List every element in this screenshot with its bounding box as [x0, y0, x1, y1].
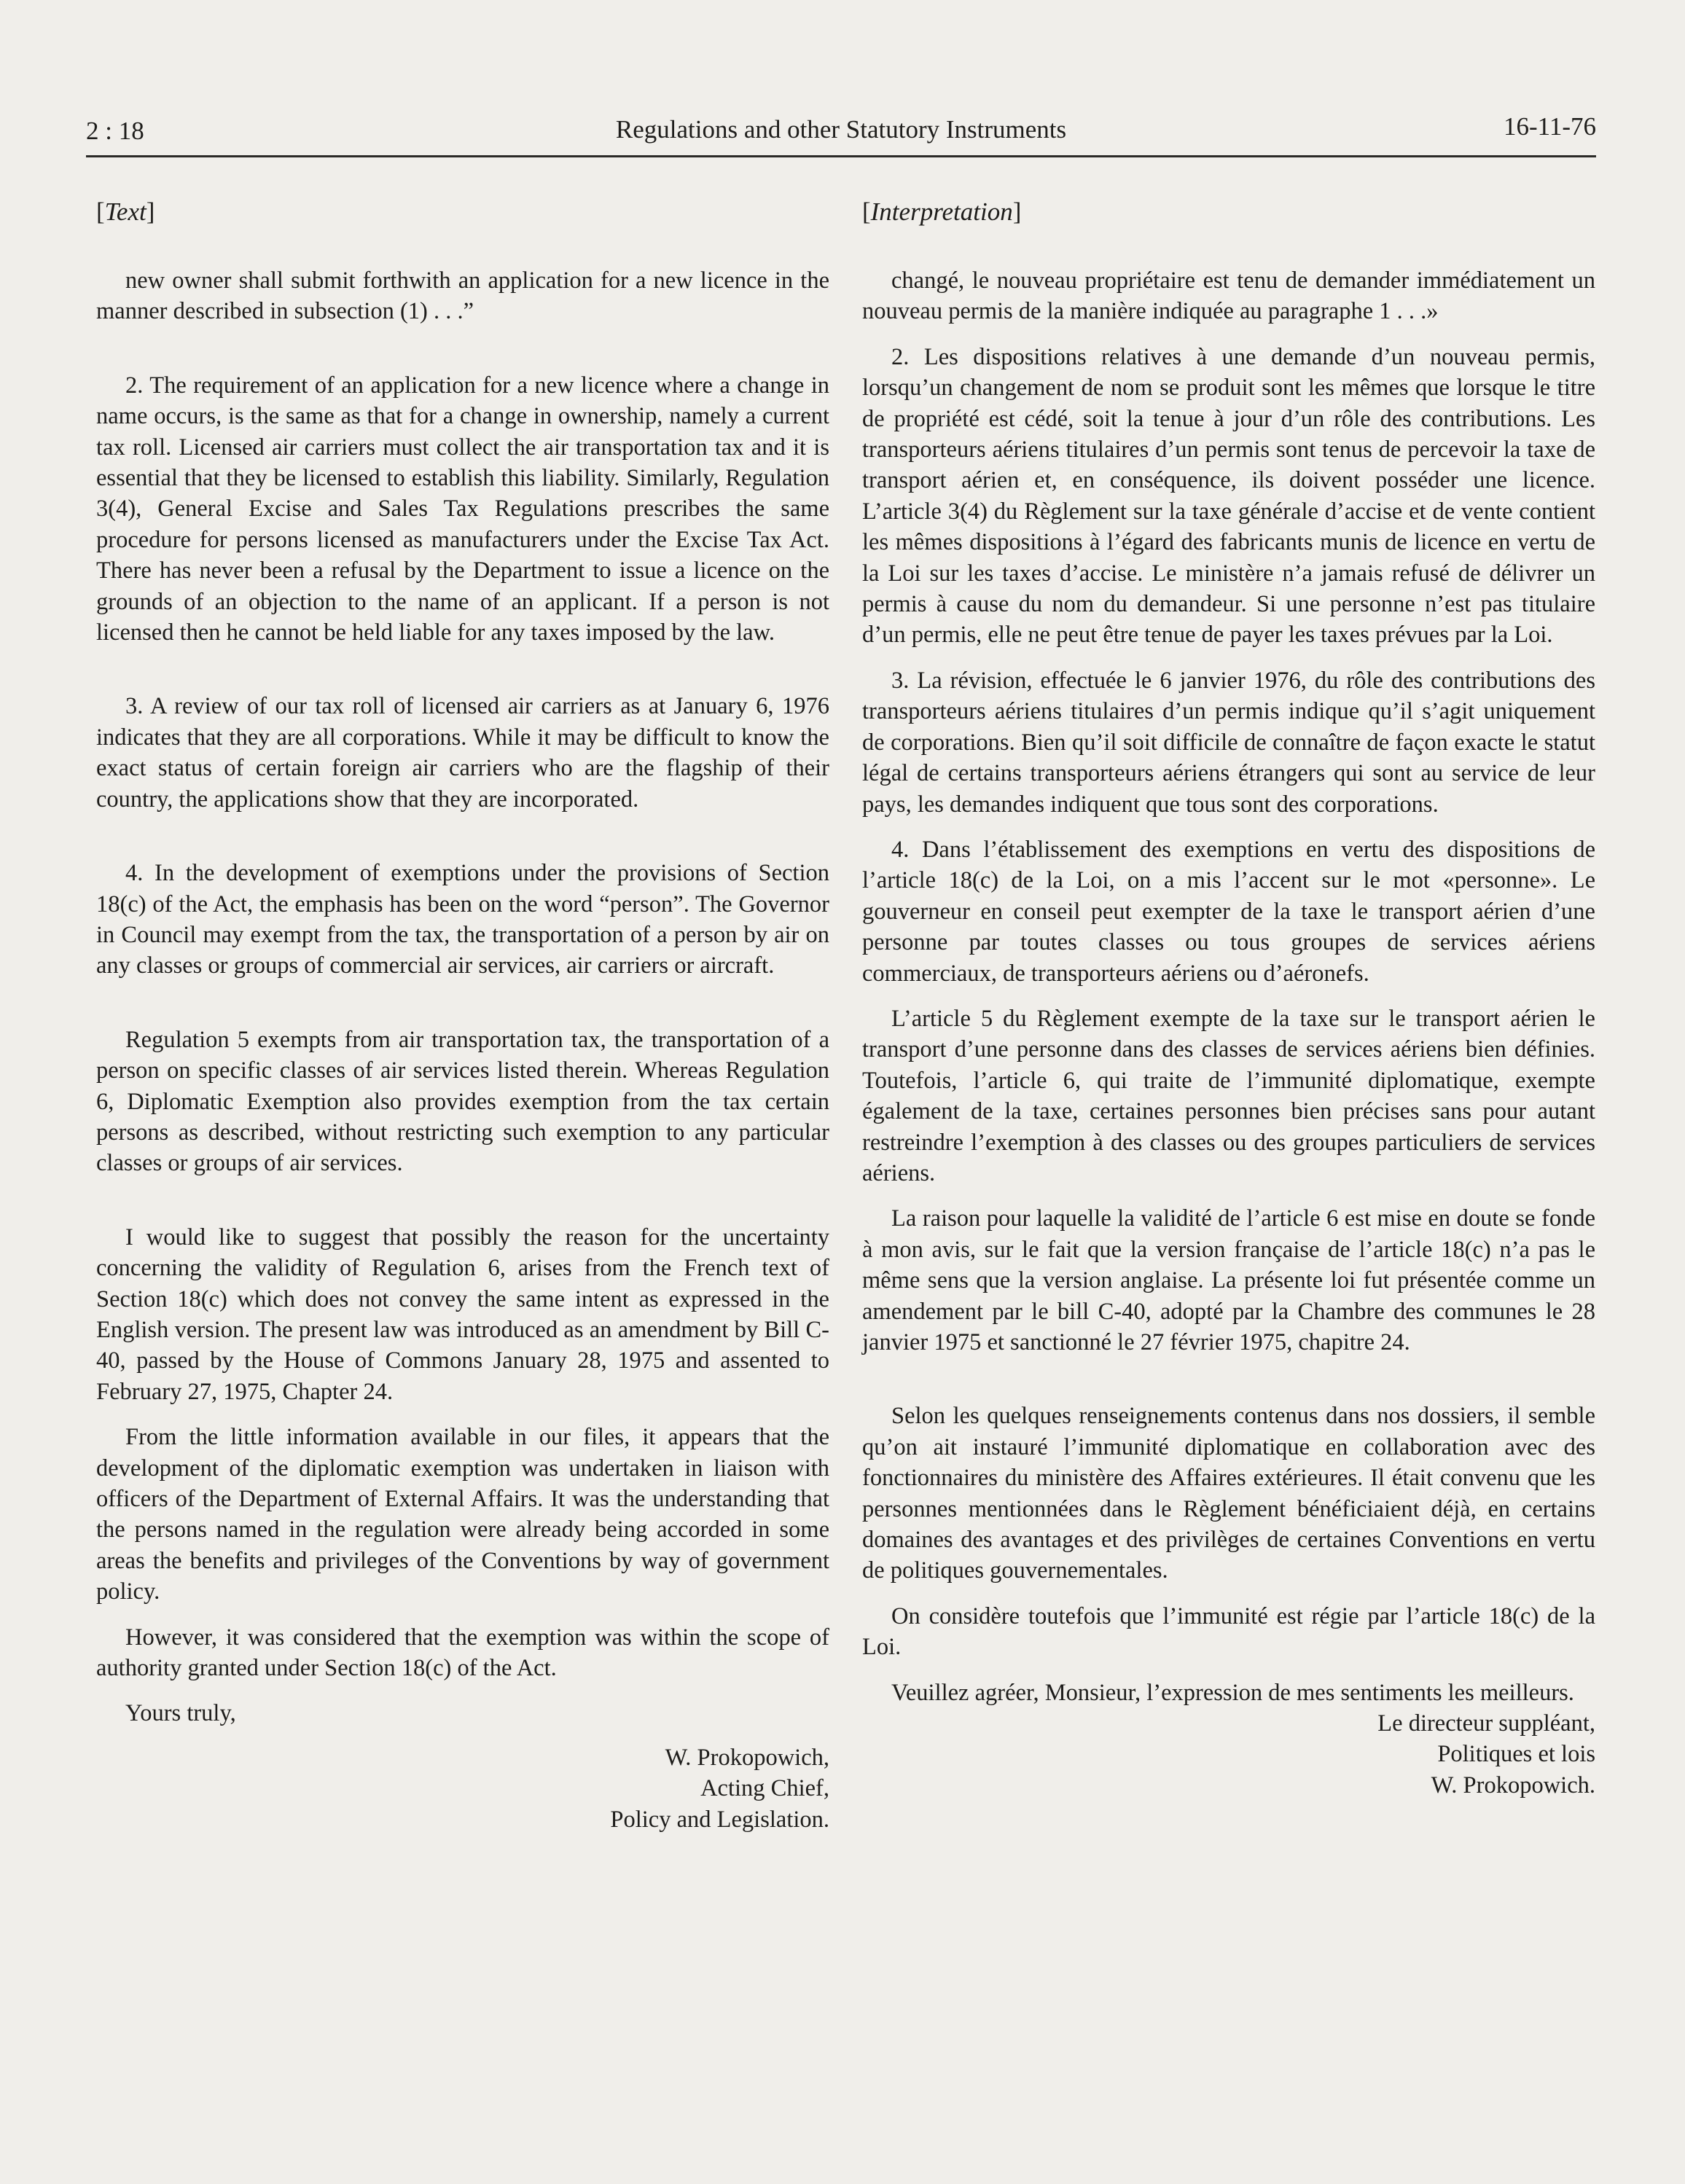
running-title: Regulations and other Statutory Instruments [615, 115, 1067, 144]
french-column [862, 197, 1595, 1801]
paragraph-continuation: new owner shall submit forthwith an application for a new licence in the manner described in subsection (1) . . .” [96, 267, 829, 325]
paragraph-regulation-5: Regulation 5 exempts from air transportation tax, the transportation of a person on specific classes of air services listed therein. Whereas Regulation 6, Diplomatic Exemption also provides exemption from the tax certain persons as described, without restricting such exemption to any particular classes or groups of air services. [96, 1026, 829, 1177]
page-number: 2 : 18 [86, 117, 144, 145]
signature-title: Acting Chief, [700, 1775, 829, 1802]
signature-department: Politiques et lois [1437, 1741, 1595, 1768]
paragraph-3: 3. A review of our tax roll of licensed air carriers as at January 6, 1976 indicates that they are all corporations. While it may be difficult to know the exact status of certain foreign air carriers who are the flagship of their country, the applications show that they are incorporated. [96, 693, 829, 813]
paragraph-article-5: L’article 5 du Règlement exempte de la taxe sur le transport aérien le transport d’une personne dans des classes de services aériens bien définies. Toutefois, l’article 6, qui traite de l’immunité diplomatique, exempte également de la taxe, certaines personnes bien précises sans pour autant restreindre l’exemption à des classes ou des groupes particuliers de services aériens. [862, 1005, 1595, 1186]
signature-name: W. Prokopowich. [1431, 1772, 1595, 1799]
paragraph-toutefois: On considère toutefois que l’immunité est régie par l’article 18(c) de la Loi. [862, 1602, 1595, 1661]
text-label: [Text] [96, 197, 155, 226]
paragraph-information: From the little information available in our files, it appears that the development of the diplomatic exemption was undertaken in liaison with officers of the Department of External Affairs. It was the understanding that the persons named in the regulation were already being accorded in some areas the benefits and privileges of the Conventions by way of government policy. [96, 1424, 829, 1605]
signature-title: Le directeur suppléant, [1377, 1710, 1595, 1737]
paragraph-however: However, it was considered that the exemption was within the scope of authority granted under Section 18(c) of the Act. [96, 1624, 829, 1682]
paragraph-4: 4. In the development of exemptions under the provisions of Section 18(c) of the Act, the emphasis has been on the word “person”. The Governor in Council may exempt from the tax, the transportation of a person by air on any classes or groups of commercial air services, air carriers or aircraft. [96, 860, 829, 979]
closing: Veuillez agréer, Monsieur, l’expression de mes sentiments les meilleurs. [891, 1679, 1574, 1706]
paragraph-renseignements: Selon les quelques renseignements contenus dans nos dossiers, il semble qu’on ait instauré l’immunité diplomatique en collaboration avec des fonctionnaires du ministère des Affaires extérieures. Il était convenu que les personnes mentionnées dans le Règlement bénéficiaient déjà, en certains domaines des avantages et des privilèges de certaines Conventions en vertu de politiques gouvernementales. [862, 1403, 1595, 1584]
paragraph-2: 2. Les dispositions relatives à une demande d’un nouveau permis, lorsqu’un changement de nom se produit sont les mêmes que lorsque le titre de propriété est cédé, soit la tenue à jour d’un rôle des contributions. Les transporteurs aériens titulaires d’un permis sont tenus de percevoir la taxe de transport aérien et, en conséquence, ils doivent posséder une licence. L’article 3(4) du Règlement sur la taxe générale d’accise et de vente contient les mêmes dispositions à l’égard des fabricants munis de licence en vertu de la Loi sur les taxes d’accise. Le ministère n’a jamais refusé de délivrer un permis à cause du nom du demandeur. Si une personne n’est pas titulaire d’un permis, elle ne peut être tenue de payer les taxes prévues par la Loi. [862, 343, 1595, 649]
interpretation-label: [Interpretation] [862, 197, 1022, 226]
paragraph-2: 2. The requirement of an application for a new licence where a change in name occurs, is the same as that for a change in ownership, namely a current tax roll. Licensed air carriers must collect the air transportation tax and it is essential that they be licensed to establish this liability. Similarly, Regulation 3(4), General Excise and Sales Tax Regulations prescribes the same procedure for persons licensed as manufacturers under the Excise Tax Act. There has never been a refusal by the Department to issue a licence on the grounds of an objection to the name of an applicant. If a person is not licensed then he cannot be held liable for any taxes imposed by the law. [96, 372, 829, 646]
paragraph-4: 4. Dans l’établissement des exemptions en vertu des dispositions de l’article 18(c) de la Loi, on a mis l’accent sur le mot «personne». Le gouverneur en conseil peut exempter de la taxe le transport aérien d’une personne par toutes classes ou tous groupes de services aériens commerciaux, de transporteurs aériens ou d’aéronefs. [862, 836, 1595, 987]
paragraph-continuation: changé, le nouveau propriétaire est tenu de demander immédiatement un nouveau permis de la manière indiquée au paragraphe 1 . . .» [862, 267, 1595, 325]
paragraph-3: 3. La révision, effectuée le 6 janvier 1976, du rôle des contributions des transporteurs aériens titulaires d’un permis indique qu’il s’agit uniquement de corporations. Bien qu’il soit difficile de connaître de façon exacte le statut légal de certains transporteurs aériens étrangers qui sont au service de leur pays, les demandes indiquent que tous sont des corporations. [862, 667, 1595, 818]
signature-block [96, 1742, 829, 1835]
closing: Yours truly, [125, 1700, 236, 1727]
english-column [96, 197, 829, 1835]
issue-date: 16-11-76 [1503, 112, 1596, 141]
signature-department: Policy and Legislation. [610, 1806, 829, 1833]
signature-block [862, 1708, 1595, 1801]
header-rule [86, 155, 1596, 157]
signature-name: W. Prokopowich, [665, 1744, 829, 1771]
paragraph-suggestion: I would like to suggest that possibly the reason for the uncertainty concerning the validity of Regulation 6, arises from the French text of Section 18(c) which does not convey the same intent as expressed in the English version. The present law was introduced as an amendment by Bill C-40, passed by the House of Commons January 28, 1975 and assented to February 27, 1975, Chapter 24. [96, 1224, 829, 1405]
paragraph-raison: La raison pour laquelle la validité de l’article 6 est mise en doute se fonde à mon avis, sur le fait que la version française de l’article 18(c) n’a pas le même sens que la version anglaise. La présente loi fut présentée comme un amendement par le bill C-40, adopté par la Chambre des communes le 28 janvier 1975 et sanctionné le 27 février 1975, chapitre 24. [862, 1205, 1595, 1355]
page-header [86, 109, 1596, 154]
